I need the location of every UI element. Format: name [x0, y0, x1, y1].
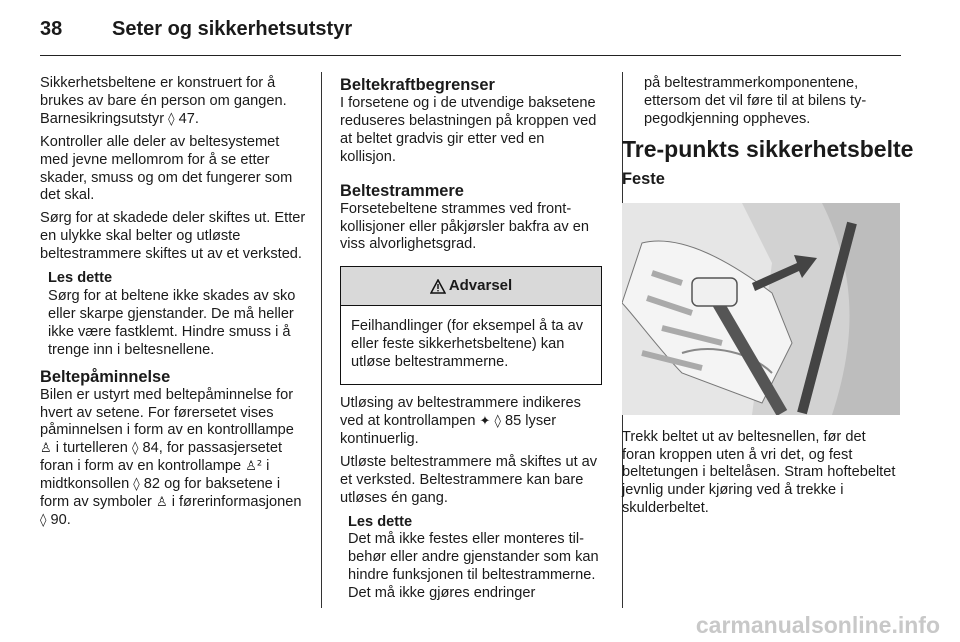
warning-header — [341, 267, 601, 306]
paragraph-instruction: Trekk beltet ut av beltesnellen, før det foran kroppen uten å vri det, og fest beltetungen i beltelåsen. Stram hoftebeltet jevnlig under kjøring ved å trekke i skulderbeltet. — [622, 428, 896, 517]
heading-force-limiter: Beltekraftbegrenser — [340, 76, 495, 94]
right-column — [622, 75, 914, 523]
seatbelt-person-2-icon: ♙² — [245, 459, 263, 475]
paragraph-replace: Sørg for at skadede deler skiftes ut. Etter en ulykke skal belter og utløste beltestrammere skiftes ut av et verksted. — [40, 210, 306, 263]
page-ref-icon: ◊ — [40, 512, 47, 528]
header-rule — [40, 55, 901, 56]
paragraph-trigger-indicator: Utløsing av beltestrammere indikeres ved at kontrollampen ✦ ◊ 85 lyser kontinuerlig. — [340, 395, 581, 447]
page-ref-icon: ◊ — [494, 413, 501, 429]
page-ref-icon: ◊ — [133, 477, 140, 493]
seatbelt-person-icon: ♙ — [155, 495, 168, 511]
heading-fastening: Feste — [622, 169, 665, 188]
heading-belt-reminder: Beltepåminnelse — [40, 367, 171, 386]
page-title: Seter og sikkerhetsutstyr — [112, 18, 353, 40]
seatbelt-illustration — [622, 203, 900, 415]
paragraph-inspect: Kontroller alle deler av beltesystemet med jevne mellomrom for å se etter skader, smuss og om det fungerer som det skal. — [40, 133, 293, 204]
column-divider-1 — [321, 72, 322, 608]
note-title: Les dette — [48, 270, 113, 287]
warning-title: Advarsel — [448, 277, 513, 295]
paragraph-replace-tensioner: Utløste beltestrammere må skiftes ut av et verksted. Beltestrammere kan bare utløses én gang. — [340, 453, 598, 506]
warning-triangle-icon — [430, 279, 446, 294]
note-text: Det må ikke festes eller monteres tilbehør eller andre gjenstander som kan hindre funksjonen til beltestrammerne. Det må ikke gjøres endringer — [348, 531, 599, 602]
paragraph-reminder: Bilen er ustyrt med beltepåminnelse for hvert av setene. For førersetet vises påminnelsen i form av en kontrolllampe ♙ i turtelleren ◊ 84, for passasjersetet foran i form av en kontrollampe ♙² i midtkonsollen ◊ 82 og for baksetene i form av symboler ♙ i førerinformasjonen ◊ 90. — [40, 386, 302, 528]
page-number: 38 — [40, 18, 63, 40]
page-ref-icon: ◊ — [168, 111, 175, 127]
heading-three-point-belt: Tre-punkts sikkerhetsbelte — [622, 135, 914, 162]
left-column — [40, 75, 306, 535]
airbag-indicator-icon: ✦ — [479, 413, 491, 429]
note-text: Sørg for at beltene ikke skades av sko eller skarpe gjenstander. De må heller ikke være fastklemt. Hindre smuss i å trenge inn i beltesnellene. — [48, 287, 296, 358]
warning-text: Feilhandlinger (for eksempel å ta av eller feste sikkerhetsbeltene) kan utløse beltestrammerne. — [351, 318, 583, 371]
note-box — [340, 514, 602, 604]
note-title: Les dette — [348, 513, 413, 530]
heading-tensioner: Beltestrammere — [340, 181, 464, 200]
paragraph-force-limiter: I forsetene og i de utvendige baksetene reduseres belastningen på kroppen ved at beltet gradvis gir etter ved en kollisjon. — [340, 95, 597, 165]
paragraph-continued: på beltestrammerkomponentene, ettersom det vil føre til at bilens typegodkjenning oppheves. — [644, 75, 867, 127]
middle-column — [340, 75, 602, 610]
note-box — [40, 270, 306, 360]
paragraph-intro: Sikkerhetsbeltene er konstruert for å brukes av bare én person om gangen. Barnesikringsutstyr ◊ 47. — [40, 75, 287, 127]
paragraph-tensioner: Forsetebeltene strammes ved frontkollisjoner eller påkjørsler bakfra av en viss alvorlighetsgrad. — [340, 200, 590, 253]
warning-box — [340, 266, 602, 385]
watermark: carmanualsonline.info — [695, 612, 940, 638]
seatbelt-person-icon: ♙ — [40, 441, 52, 457]
page-ref-icon: ◊ — [131, 441, 139, 457]
